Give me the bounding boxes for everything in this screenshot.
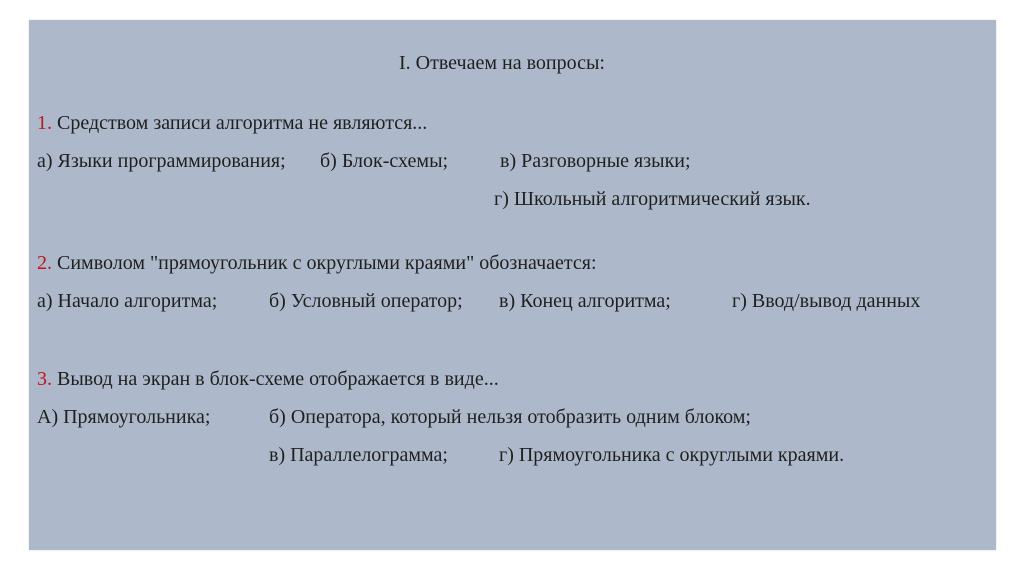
question-2-number: 2. [37,252,52,274]
q1-option-a: а) Языки программирования; [37,150,286,172]
question-3-text: Вывод на экран в блок-схеме отображается в виде... [52,368,499,390]
question-2-text: Символом "прямоугольник с округлыми краями" обозначается: [52,252,597,274]
q2-option-b: б) Условный оператор; [269,290,463,312]
q1-option-c: в) Разговорные языки; [500,150,691,172]
slide [29,20,996,550]
question-2 [37,253,597,273]
q3-option-d: г) Прямоугольника с округлыми краями. [499,444,845,466]
question-3-number: 3. [37,368,52,390]
question-1-text: Средством записи алгоритма не являются... [52,112,428,134]
q3-option-b: б) Оператора, который нельзя отобразить одним блоком; [269,406,751,428]
q3-option-c: в) Параллелограмма; [269,444,448,466]
q2-option-c: в) Конец алгоритма; [499,290,671,312]
q2-option-d: г) Ввод/вывод данных [732,290,921,312]
q3-option-a: А) Прямоугольника; [37,406,211,428]
question-3 [37,369,499,389]
question-1 [37,113,427,133]
q2-option-a: а) Начало алгоритма; [37,290,218,312]
q1-option-b: б) Блок-схемы; [320,150,449,172]
q1-option-d: г) Школьный алгоритмический язык. [494,188,811,210]
slide-title: I. Отвечаем на вопросы: [399,52,605,74]
question-1-number: 1. [37,112,52,134]
